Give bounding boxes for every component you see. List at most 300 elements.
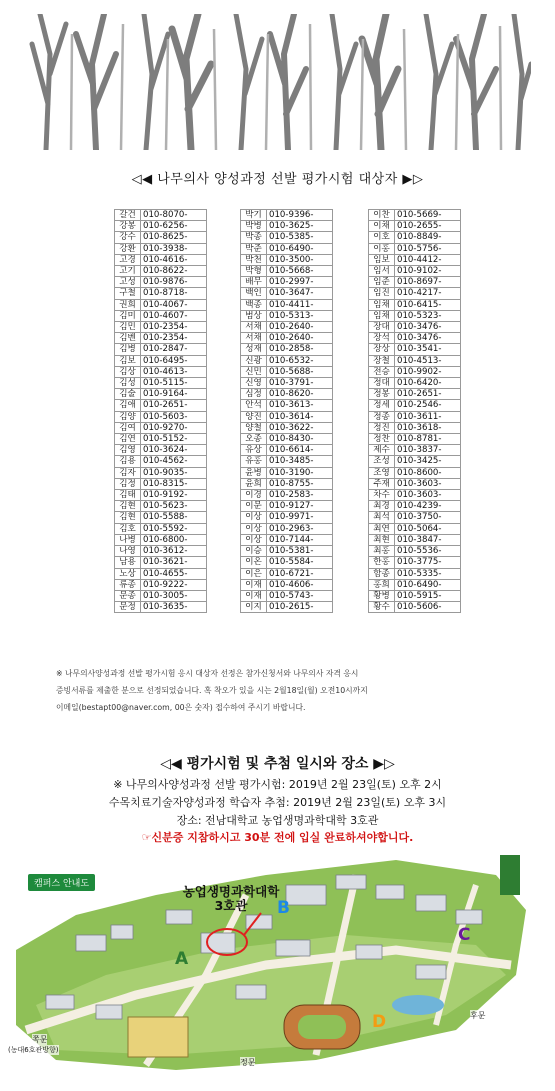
candidate-row bbox=[369, 434, 461, 445]
candidate-phone: 010-9396- bbox=[267, 210, 333, 221]
candidate-row bbox=[241, 568, 333, 579]
candidate-row bbox=[115, 579, 207, 590]
candidate-row bbox=[241, 366, 333, 377]
candidate-phone: 010-3603- bbox=[395, 490, 461, 501]
candidate-name: 정봉 bbox=[369, 389, 395, 400]
candidate-name: 김민 bbox=[115, 322, 141, 333]
candidate-row bbox=[241, 310, 333, 321]
candidate-name: 이승 bbox=[241, 546, 267, 557]
candidate-row bbox=[369, 266, 461, 277]
candidate-row bbox=[241, 478, 333, 489]
candidate-name: 이재 bbox=[241, 590, 267, 601]
candidate-phone: 010-2655- bbox=[395, 221, 461, 232]
candidate-name: 갈건 bbox=[115, 210, 141, 221]
candidate-phone: 010-3603- bbox=[395, 478, 461, 489]
candidate-row bbox=[115, 602, 207, 613]
candidate-phone: 010-3775- bbox=[395, 557, 461, 568]
exam-time-line: ※ 나무의사양성과정 선발 평가시험: 2019년 2월 23일(토) 오후 2시 bbox=[113, 778, 442, 791]
candidate-name: 나병 bbox=[115, 534, 141, 545]
north-gate-sublabel: (농대6호관방향) bbox=[8, 1046, 59, 1054]
candidate-row bbox=[115, 512, 207, 523]
candidate-name: 유홍 bbox=[241, 456, 267, 467]
candidate-phone: 010-9102- bbox=[395, 266, 461, 277]
candidate-row bbox=[115, 478, 207, 489]
candidate-phone: 010-3613- bbox=[267, 400, 333, 411]
map-letter-a: A bbox=[175, 949, 189, 969]
candidate-name: 양철 bbox=[241, 422, 267, 433]
candidate-phone: 010-8070- bbox=[141, 210, 207, 221]
candidate-name: 최연 bbox=[369, 523, 395, 534]
candidate-name: 이호 bbox=[369, 232, 395, 243]
candidate-row bbox=[369, 411, 461, 422]
candidate-phone: 010-4513- bbox=[395, 355, 461, 366]
candidate-phone: 010-3635- bbox=[141, 602, 207, 613]
tree-banner-illustration bbox=[26, 14, 531, 150]
exam-schedule-title: ◁◀ 평가시험 및 추첨 일시와 장소 ▶▷ bbox=[160, 756, 395, 772]
candidate-phone: 010-4607- bbox=[141, 310, 207, 321]
candidate-phone: 010-6415- bbox=[395, 299, 461, 310]
candidate-phone: 010-3625- bbox=[267, 221, 333, 232]
candidate-row bbox=[241, 277, 333, 288]
candidate-name: 오종 bbox=[241, 434, 267, 445]
candidate-phone: 010-3750- bbox=[395, 512, 461, 523]
candidate-name: 차수 bbox=[369, 490, 395, 501]
map-letter-c: C bbox=[458, 925, 471, 945]
candidate-row bbox=[115, 546, 207, 557]
candidate-phone: 010-4655- bbox=[141, 568, 207, 579]
notice-line-3: 이메일(bestapt00@naver.com, 00은 숫자) 접수하여 주시기 바랍니다. bbox=[56, 703, 306, 712]
candidate-row bbox=[369, 299, 461, 310]
candidate-name: 이홍 bbox=[369, 243, 395, 254]
candidate-phone: 010-2858- bbox=[267, 344, 333, 355]
candidate-row bbox=[115, 422, 207, 433]
candidate-row bbox=[115, 333, 207, 344]
notice-line-2: 증빙서류를 제출한 분으로 선정되었습니다. 혹 착오가 있을 시는 2월18일(월) 오전10시까지 bbox=[56, 686, 368, 695]
candidate-phone: 010-5584- bbox=[267, 557, 333, 568]
candidate-name: 장상 bbox=[369, 344, 395, 355]
candidate-name: 배무 bbox=[241, 277, 267, 288]
candidate-name: 김상 bbox=[115, 366, 141, 377]
candidate-phone: 010-2640- bbox=[267, 333, 333, 344]
candidate-name: 김현 bbox=[115, 501, 141, 512]
candidate-name: 문정 bbox=[115, 602, 141, 613]
candidate-phone: 010-9127- bbox=[267, 501, 333, 512]
candidate-phone: 010-5606- bbox=[395, 602, 461, 613]
candidate-phone: 010-2847- bbox=[141, 344, 207, 355]
candidate-name: 이온 bbox=[241, 557, 267, 568]
candidate-phone: 010-2583- bbox=[267, 490, 333, 501]
candidate-row bbox=[369, 445, 461, 456]
candidate-name: 전승 bbox=[369, 366, 395, 377]
candidate-phone: 010-3624- bbox=[141, 445, 207, 456]
candidate-name: 안석 bbox=[241, 400, 267, 411]
candidate-row bbox=[241, 534, 333, 545]
candidate-name: 임서 bbox=[369, 266, 395, 277]
candidate-row bbox=[369, 400, 461, 411]
candidate-row bbox=[115, 400, 207, 411]
candidate-name: 이찬 bbox=[369, 210, 395, 221]
candidate-row bbox=[369, 467, 461, 478]
candidate-phone: 010-5381- bbox=[267, 546, 333, 557]
candidate-phone: 010-2546- bbox=[395, 400, 461, 411]
exam-location-line: 장소: 전남대학교 농업생명과학대학 3호관 bbox=[176, 814, 379, 827]
candidate-row bbox=[115, 467, 207, 478]
candidate-row bbox=[115, 266, 207, 277]
candidate-row bbox=[115, 590, 207, 601]
lottery-time-line: 수목치료기술자양성과정 학습자 추첨: 2019년 2월 23일(토) 오후 3시 bbox=[108, 796, 447, 809]
back-gate-label: 후문 bbox=[470, 1011, 486, 1020]
candidate-name: 김보 bbox=[115, 355, 141, 366]
candidate-name: 김양 bbox=[115, 411, 141, 422]
candidate-row bbox=[369, 590, 461, 601]
candidate-row bbox=[369, 568, 461, 579]
candidate-phone: 010-4562- bbox=[141, 456, 207, 467]
candidate-phone: 010-3611- bbox=[395, 411, 461, 422]
candidate-phone: 010-3614- bbox=[267, 411, 333, 422]
candidate-name: 문종 bbox=[115, 590, 141, 601]
candidate-name: 이상 bbox=[241, 523, 267, 534]
building-number: 3호관 bbox=[214, 898, 248, 913]
map-letter-d: D bbox=[372, 1012, 387, 1032]
candidate-name: 고성 bbox=[115, 277, 141, 288]
candidate-row bbox=[369, 534, 461, 545]
candidate-name: 임준 bbox=[369, 277, 395, 288]
candidate-phone: 010-6490- bbox=[395, 579, 461, 590]
candidate-name: 이상 bbox=[241, 534, 267, 545]
candidate-name: 서채 bbox=[241, 322, 267, 333]
candidate-row bbox=[115, 355, 207, 366]
candidate-name: 함종 bbox=[369, 568, 395, 579]
candidate-phone: 010-2354- bbox=[141, 333, 207, 344]
candidate-phone: 010-3621- bbox=[141, 557, 207, 568]
candidate-phone: 010-2615- bbox=[267, 602, 333, 613]
candidate-name: 강봉 bbox=[115, 221, 141, 232]
candidate-phone: 010-3476- bbox=[395, 322, 461, 333]
candidate-phone: 010-7144- bbox=[267, 534, 333, 545]
candidate-row bbox=[115, 210, 207, 221]
candidate-name: 백종 bbox=[241, 299, 267, 310]
candidate-table-1 bbox=[114, 209, 207, 613]
candidate-name: 김병 bbox=[115, 344, 141, 355]
candidate-name: 이상 bbox=[241, 512, 267, 523]
candidate-row bbox=[115, 243, 207, 254]
candidate-name: 박종 bbox=[241, 232, 267, 243]
candidate-name: 이채 bbox=[369, 221, 395, 232]
candidate-name: 최홍 bbox=[369, 546, 395, 557]
candidate-name: 김현 bbox=[115, 512, 141, 523]
candidate-row bbox=[115, 523, 207, 534]
candidate-name: 황병 bbox=[369, 590, 395, 601]
candidate-phone: 010-3612- bbox=[141, 546, 207, 557]
candidate-name: 심정 bbox=[241, 389, 267, 400]
candidate-row bbox=[241, 254, 333, 265]
candidate-row bbox=[369, 288, 461, 299]
candidate-phone: 010-6420- bbox=[395, 378, 461, 389]
candidate-row bbox=[115, 254, 207, 265]
candidate-row bbox=[369, 322, 461, 333]
candidate-phone: 010-3190- bbox=[267, 467, 333, 478]
candidate-phone: 010-2640- bbox=[267, 322, 333, 333]
candidate-name: 장대 bbox=[369, 322, 395, 333]
candidate-phone: 010-9222- bbox=[141, 579, 207, 590]
map-green-tab bbox=[500, 855, 520, 895]
candidate-row bbox=[241, 602, 333, 613]
candidate-row bbox=[115, 557, 207, 568]
candidate-row bbox=[115, 299, 207, 310]
candidate-row bbox=[115, 501, 207, 512]
candidate-row bbox=[369, 579, 461, 590]
candidate-name: 김술 bbox=[115, 389, 141, 400]
candidate-phone: 010-2651- bbox=[395, 389, 461, 400]
candidate-phone: 010-5743- bbox=[267, 590, 333, 601]
candidate-phone: 010-3647- bbox=[267, 288, 333, 299]
candidate-name: 주재 bbox=[369, 478, 395, 489]
candidate-name: 신민 bbox=[241, 366, 267, 377]
candidate-row bbox=[115, 411, 207, 422]
candidate-phone: 010-9192- bbox=[141, 490, 207, 501]
candidate-name: 김미 bbox=[115, 310, 141, 321]
candidate-row bbox=[241, 243, 333, 254]
north-gate-label: 쪽문 bbox=[32, 1035, 48, 1044]
candidate-name: 한홍 bbox=[369, 557, 395, 568]
candidate-row bbox=[241, 389, 333, 400]
candidate-name: 백인 bbox=[241, 288, 267, 299]
candidate-phone: 010-4616- bbox=[141, 254, 207, 265]
candidate-name: 황수 bbox=[369, 602, 395, 613]
candidate-phone: 010-9876- bbox=[141, 277, 207, 288]
candidate-phone: 010-3541- bbox=[395, 344, 461, 355]
candidate-row bbox=[241, 546, 333, 557]
candidate-phone: 010-5323- bbox=[395, 310, 461, 321]
candidate-row bbox=[241, 501, 333, 512]
candidate-table-3 bbox=[368, 209, 461, 613]
candidate-name: 박천 bbox=[241, 254, 267, 265]
candidate-row bbox=[115, 534, 207, 545]
candidate-row bbox=[369, 422, 461, 433]
candidate-row bbox=[241, 467, 333, 478]
candidate-phone: 010-3622- bbox=[267, 422, 333, 433]
candidate-name: 신광 bbox=[241, 355, 267, 366]
notice-line-1: ※ 나무의사양성과정 선발 평가시험 응시 대상자 선정은 참가신청서와 나무의사 자격 응시 bbox=[56, 669, 359, 678]
candidate-name: 김성 bbox=[115, 378, 141, 389]
candidate-name: 윤병 bbox=[241, 467, 267, 478]
candidate-row bbox=[115, 232, 207, 243]
candidate-row bbox=[369, 277, 461, 288]
map-letter-b: B bbox=[277, 898, 290, 918]
candidate-row bbox=[369, 546, 461, 557]
candidate-phone: 010-6495- bbox=[141, 355, 207, 366]
candidate-row bbox=[369, 366, 461, 377]
candidate-phone: 010-3005- bbox=[141, 590, 207, 601]
candidate-row bbox=[115, 310, 207, 321]
candidate-row bbox=[115, 389, 207, 400]
candidate-row bbox=[241, 490, 333, 501]
candidate-name: 권희 bbox=[115, 299, 141, 310]
candidate-row bbox=[369, 310, 461, 321]
candidate-row bbox=[241, 221, 333, 232]
candidate-name: 최현 bbox=[369, 534, 395, 545]
candidate-phone: 010-4239- bbox=[395, 501, 461, 512]
candidate-row bbox=[241, 456, 333, 467]
candidate-name: 홍희 bbox=[369, 579, 395, 590]
candidate-phone: 010-6532- bbox=[267, 355, 333, 366]
candidate-phone: 010-8625- bbox=[141, 232, 207, 243]
campus-map-label: 캠퍼스 안내도 bbox=[28, 874, 95, 891]
candidate-phone: 010-8755- bbox=[267, 478, 333, 489]
candidate-name: 정종 bbox=[369, 411, 395, 422]
candidate-phone: 010-3938- bbox=[141, 243, 207, 254]
candidate-phone: 010-3500- bbox=[267, 254, 333, 265]
candidate-phone: 010-5669- bbox=[395, 210, 461, 221]
candidate-name: 박준 bbox=[241, 243, 267, 254]
candidate-name: 윤희 bbox=[241, 478, 267, 489]
candidate-phone: 010-4613- bbox=[141, 366, 207, 377]
candidate-name: 김여 bbox=[115, 422, 141, 433]
candidate-phone: 010-8620- bbox=[267, 389, 333, 400]
candidate-list bbox=[0, 209, 555, 654]
candidate-phone: 010-4411- bbox=[267, 299, 333, 310]
candidate-row bbox=[369, 523, 461, 534]
candidate-phone: 010-3476- bbox=[395, 333, 461, 344]
candidate-phone: 010-6721- bbox=[267, 568, 333, 579]
candidate-phone: 010-5688- bbox=[267, 366, 333, 377]
candidate-name: 이은 bbox=[241, 568, 267, 579]
building-name: 농업생명과학대학 bbox=[182, 884, 280, 899]
candidate-row bbox=[241, 579, 333, 590]
candidate-row bbox=[115, 434, 207, 445]
candidate-row bbox=[241, 266, 333, 277]
candidate-name: 박기 bbox=[241, 210, 267, 221]
candidate-row bbox=[241, 344, 333, 355]
candidate-phone: 010-4067- bbox=[141, 299, 207, 310]
candidate-name: 김영 bbox=[115, 445, 141, 456]
candidate-name: 이재 bbox=[241, 579, 267, 590]
candidate-phone: 010-6490- bbox=[267, 243, 333, 254]
candidate-name: 최경 bbox=[369, 501, 395, 512]
candidate-phone: 010-8718- bbox=[141, 288, 207, 299]
candidate-phone: 010-6614- bbox=[267, 445, 333, 456]
candidate-name: 장석 bbox=[369, 333, 395, 344]
candidate-name: 고기 bbox=[115, 266, 141, 277]
candidate-name: 최석 bbox=[369, 512, 395, 523]
candidate-name: 정세 bbox=[369, 400, 395, 411]
candidate-row bbox=[369, 344, 461, 355]
candidate-name: 정찬 bbox=[369, 434, 395, 445]
candidate-name: 김정 bbox=[115, 478, 141, 489]
candidate-row bbox=[369, 232, 461, 243]
candidate-name: 신영 bbox=[241, 378, 267, 389]
candidate-phone: 010-3791- bbox=[267, 378, 333, 389]
candidate-row bbox=[369, 378, 461, 389]
candidate-row bbox=[369, 512, 461, 523]
candidate-row bbox=[369, 602, 461, 613]
candidate-row bbox=[241, 422, 333, 433]
candidate-phone: 010-9270- bbox=[141, 422, 207, 433]
candidate-phone: 010-3847- bbox=[395, 534, 461, 545]
candidate-row bbox=[369, 333, 461, 344]
candidate-row bbox=[369, 501, 461, 512]
notice-text bbox=[56, 665, 506, 716]
candidate-phone: 010-9035- bbox=[141, 467, 207, 478]
candidate-row bbox=[115, 490, 207, 501]
candidate-name: 남용 bbox=[115, 557, 141, 568]
candidate-row bbox=[241, 355, 333, 366]
candidate-phone: 010-6256- bbox=[141, 221, 207, 232]
candidate-row bbox=[115, 344, 207, 355]
candidate-phone: 010-5335- bbox=[395, 568, 461, 579]
candidate-row bbox=[115, 445, 207, 456]
candidate-row bbox=[241, 232, 333, 243]
candidate-phone: 010-2997- bbox=[267, 277, 333, 288]
candidate-name: 정진 bbox=[369, 422, 395, 433]
candidate-row bbox=[369, 210, 461, 221]
candidate-name: 임채 bbox=[369, 299, 395, 310]
candidate-phone: 010-3425- bbox=[395, 456, 461, 467]
candidate-row bbox=[115, 322, 207, 333]
candidate-name: 김용 bbox=[115, 456, 141, 467]
candidate-name: 이지 bbox=[241, 602, 267, 613]
candidate-phone: 010-2354- bbox=[141, 322, 207, 333]
candidate-name: 장철 bbox=[369, 355, 395, 366]
candidate-phone: 010-5603- bbox=[141, 411, 207, 422]
candidate-phone: 010-4412- bbox=[395, 254, 461, 265]
candidate-row bbox=[369, 456, 461, 467]
candidate-name: 나영 bbox=[115, 546, 141, 557]
candidate-list-title: ◁◀ 나무의사 양성과정 선발 평가시험 대상자 ▶▷ bbox=[131, 172, 424, 187]
candidate-name: 양진 bbox=[241, 411, 267, 422]
candidate-phone: 010-8600- bbox=[395, 467, 461, 478]
candidate-row bbox=[241, 288, 333, 299]
candidate-phone: 010-3618- bbox=[395, 422, 461, 433]
candidate-name: 김자 bbox=[115, 467, 141, 478]
candidate-row bbox=[241, 299, 333, 310]
candidate-name: 정대 bbox=[369, 378, 395, 389]
candidate-phone: 010-3485- bbox=[267, 456, 333, 467]
candidate-name: 조성 bbox=[369, 456, 395, 467]
main-gate-label: 정문 bbox=[240, 1058, 256, 1067]
candidate-row bbox=[115, 288, 207, 299]
candidate-phone: 010-4606- bbox=[267, 579, 333, 590]
candidate-row bbox=[241, 378, 333, 389]
candidate-name: 박형 bbox=[241, 266, 267, 277]
candidate-name: 임보 bbox=[369, 254, 395, 265]
candidate-row bbox=[115, 456, 207, 467]
candidate-row bbox=[241, 512, 333, 523]
candidate-row bbox=[241, 411, 333, 422]
candidate-row bbox=[241, 523, 333, 534]
candidate-phone: 010-8315- bbox=[141, 478, 207, 489]
candidate-row bbox=[369, 478, 461, 489]
candidate-row bbox=[115, 221, 207, 232]
candidate-row bbox=[369, 243, 461, 254]
candidate-phone: 010-9971- bbox=[267, 512, 333, 523]
candidate-name: 노상 bbox=[115, 568, 141, 579]
candidate-row bbox=[369, 221, 461, 232]
candidate-phone: 010-5536- bbox=[395, 546, 461, 557]
candidate-name: 강수 bbox=[115, 232, 141, 243]
candidate-name: 강환 bbox=[115, 243, 141, 254]
candidate-name: 박병 bbox=[241, 221, 267, 232]
candidate-row bbox=[241, 434, 333, 445]
candidate-name: 이경 bbox=[241, 490, 267, 501]
candidate-row bbox=[115, 277, 207, 288]
candidate-phone: 010-8697- bbox=[395, 277, 461, 288]
candidate-name: 유상 bbox=[241, 445, 267, 456]
candidate-phone: 010-2651- bbox=[141, 400, 207, 411]
candidate-phone: 010-9902- bbox=[395, 366, 461, 377]
candidate-name: 임진 bbox=[369, 288, 395, 299]
candidate-phone: 010-4217- bbox=[395, 288, 461, 299]
